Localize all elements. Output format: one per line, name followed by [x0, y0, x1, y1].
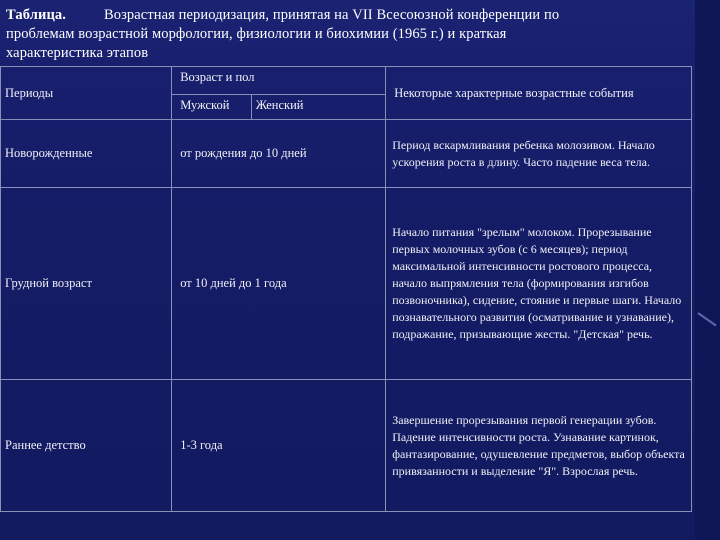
- events-text: Начало питания "зрелым" молоком. Прорезывание первых молочных зубов (с 6 месяцев); период максимальной интенсивности ростового процесса, начало выпрямления тела (формирования изгибов позвоночника), сидение, стояние и первые шаги. Начало познавательного развития (осматривание и узнавание), подражание, призывающие жесты. "Детская" речь.: [392, 225, 682, 341]
- age-range: от 10 дней до 1 года: [180, 276, 287, 290]
- table-row: [1, 380, 692, 512]
- age-cell: [172, 120, 386, 188]
- events-text: Завершение прорезывания первой генерации зубов. Падение интенсивности роста. Узнавание картинок, фантазирование, одушевление предметов, выбор объекта привязанности и выделение "Я". Взрослая речь.: [392, 412, 685, 478]
- period-cell: [1, 380, 172, 512]
- period-name: Грудной возраст: [5, 276, 92, 290]
- header-events: Некоторые характерные возрастные события: [394, 86, 634, 100]
- header-female: Женский: [255, 97, 304, 112]
- header-age-sex-cell: [172, 67, 386, 95]
- age-range: от рождения до 10 дней: [180, 146, 307, 160]
- period-name: Новорожденные: [5, 146, 93, 160]
- header-periods: Периоды: [5, 85, 54, 100]
- header-age-sex: Возраст и пол: [180, 70, 255, 84]
- header-female-cell: [251, 94, 386, 119]
- age-range: 1-3 года: [180, 438, 223, 452]
- caption-line-3: характеристика этапов: [6, 45, 149, 61]
- age-cell: [172, 188, 386, 380]
- header-male: Мужской: [180, 97, 230, 112]
- caption-line-2: проблемам возрастной морфологии, физиологии и биохимии (1965 г.) и краткая: [6, 26, 507, 42]
- period-name: Раннее детство: [5, 438, 86, 452]
- age-periodization-table: [0, 66, 692, 512]
- caption-lead: Таблица.: [6, 7, 66, 23]
- table-caption: [6, 6, 666, 63]
- period-cell: [1, 188, 172, 380]
- header-periods-cell: [1, 67, 172, 120]
- events-cell: [386, 380, 692, 512]
- table-row: [1, 120, 692, 188]
- events-cell: [386, 188, 692, 380]
- header-male-cell: [172, 94, 251, 119]
- table-row: [1, 188, 692, 380]
- table-header-row: [1, 67, 692, 95]
- period-cell: [1, 120, 172, 188]
- age-cell: [172, 380, 386, 512]
- header-events-cell: [386, 67, 692, 120]
- caption-line-1: Возрастная периодизация, принятая на VII Всесоюзной конференции по: [103, 7, 560, 23]
- events-text: Период вскармливания ребенка молозивом. Начало ускорения роста в длину. Часто падение веса тела.: [392, 137, 655, 169]
- events-cell: [386, 120, 692, 188]
- right-side-strip: [695, 0, 720, 540]
